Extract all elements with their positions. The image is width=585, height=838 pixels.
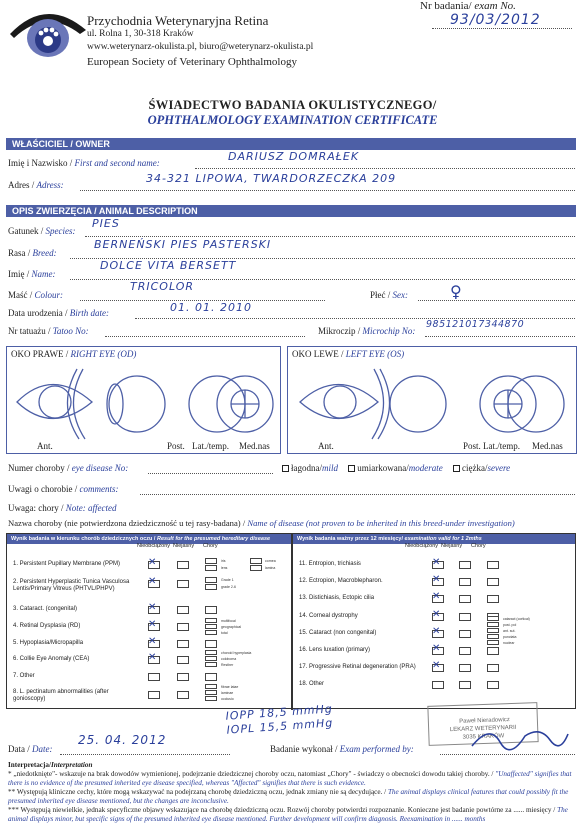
rd-multifocal-box[interactable] bbox=[205, 618, 217, 623]
cea-unclear-box[interactable] bbox=[177, 656, 189, 664]
left-lat-label: Lat./temp. bbox=[483, 441, 520, 451]
left-item-3: 3. Cataract. (congenital) bbox=[13, 606, 78, 612]
other2-unclear-box[interactable] bbox=[459, 681, 471, 689]
sub-cat-punctata: punctata bbox=[503, 635, 517, 639]
hypoplasia-affected-box[interactable] bbox=[205, 640, 217, 648]
sub-cat-antsut: ant. sut. bbox=[503, 629, 516, 633]
other-affected-box[interactable] bbox=[205, 673, 217, 681]
left-col-affected: Chory bbox=[203, 543, 218, 549]
phtvl-grade1-box[interactable] bbox=[205, 577, 217, 583]
cataract-antsut-box[interactable] bbox=[487, 628, 499, 633]
right-eye-diagram bbox=[7, 347, 282, 455]
ppm-unclear-box[interactable] bbox=[177, 561, 189, 569]
sub-cat-cortical: cataract (cortical) bbox=[503, 617, 530, 621]
sub-multifocal: multifocal bbox=[221, 619, 236, 623]
sub-fibrae: fibrae latae bbox=[221, 685, 239, 689]
right-col-unclear: Niejasny bbox=[441, 543, 463, 549]
right-item-16: 16. Lens luxation (primary) bbox=[299, 647, 371, 653]
clinic-logo bbox=[8, 4, 88, 62]
left-med-label: Med.nas bbox=[532, 441, 563, 451]
right-item-14: 14. Corneal dystrophy bbox=[299, 613, 358, 619]
severe-checkbox[interactable] bbox=[453, 465, 460, 472]
sub-rest: Resther bbox=[221, 663, 234, 667]
ppm-check-mark: ✕ bbox=[148, 557, 157, 568]
cataract-cortical-box[interactable] bbox=[487, 616, 499, 621]
corneal-unclear-box[interactable] bbox=[459, 613, 471, 621]
date-label: Data / Date: bbox=[8, 744, 53, 754]
cataract-unclear-box[interactable] bbox=[177, 606, 189, 614]
certificate-title-pl: ŚWIADECTWO BADANIA OKULISTYCZNEGO/ bbox=[148, 98, 437, 112]
pectinatum-unaffected-box[interactable] bbox=[148, 691, 160, 699]
sex-value: ♀ bbox=[450, 282, 463, 301]
birth-date-value: 01. 01. 2010 bbox=[170, 301, 252, 314]
moderate-checkbox[interactable] bbox=[348, 465, 355, 472]
disease-number-label: Numer choroby / eye disease No: bbox=[8, 463, 129, 473]
species-label: Gatunek / Species: bbox=[8, 226, 76, 236]
distichiasis-affected-box[interactable] bbox=[487, 595, 499, 603]
right-lat-label: Lat./temp. bbox=[192, 441, 229, 451]
owner-name-value: DARIUSZ DOMRAŁEK bbox=[228, 150, 360, 163]
owner-name-label: Imię i Nazwisko / First and second name: bbox=[8, 158, 160, 168]
comments-label: Uwagi o chorobie / comments: bbox=[8, 484, 119, 494]
sub-choroid: choroid hyperplasia bbox=[221, 651, 252, 655]
sub-geographical: geographical bbox=[221, 625, 242, 629]
note-affected: *** Występują niewielkie, jednak specyficzne objawy wskazujące na chorobę dziedziczną oczu. Rozwój choroby potwierdzi rozpoznanie. Konieczne jest badanie powtórne za ...... miesięcy / The animal displays minor, but specific signs of the presumed inherited eye disease mentioned. Further development will confirm diagnosis. Reexamination in ...... months bbox=[8, 806, 568, 823]
other2-affected-box[interactable] bbox=[487, 681, 499, 689]
right-table-header: Wynik badania ważny przez 12 miesięcy/ examination valid for 1 2mths bbox=[293, 534, 575, 544]
owner-address-label: Adres / Adress: bbox=[8, 180, 64, 190]
exam-performed-label: Badanie wykonał / Exam performed by: bbox=[270, 744, 414, 754]
left-eye-diagram bbox=[288, 347, 578, 455]
sub-cat-nuclear: nuclear bbox=[503, 641, 515, 645]
left-table-header: Wynik badania w kierunku chorób dziedzicznych oczu / Result for the presumed hereditary disease bbox=[7, 534, 291, 544]
ppm-cornea-box[interactable] bbox=[250, 558, 262, 564]
left-item-5: 5. Hypoplasia/Micropapilla bbox=[13, 640, 84, 646]
sub-occlusio: occlusio bbox=[221, 697, 234, 701]
cea-choroid-box[interactable] bbox=[205, 650, 217, 655]
iop-note: IOPP 18,5 mmHg IOPL 15,5 mmHg bbox=[225, 702, 334, 737]
certificate-title-en: OPHTHALMOLOGY EXAMINATION CERTIFICATE bbox=[147, 113, 438, 127]
distichiasis-check-mark: ✕ bbox=[432, 591, 441, 602]
entropion-check-mark: ✕ bbox=[432, 557, 441, 568]
left-col-unclear: Niejasny bbox=[173, 543, 195, 549]
vet-stamp: Paweł Nieradowicz LEKARZ WETERYNARII 3035 KRAKÓW bbox=[427, 702, 538, 746]
phtvl-check-mark: ✕ bbox=[148, 576, 157, 587]
rd-total-box[interactable] bbox=[205, 630, 217, 635]
ppm-iris-box[interactable] bbox=[205, 558, 217, 564]
owner-section-bar: WŁAŚCICIEL / OWNER bbox=[6, 138, 576, 150]
disease-name-label: Nazwa choroby (nie potwierdzona dziedziczność u tej rasy-badana) / Name of disease (not proven to be inherited in this breed-under investigation) bbox=[8, 518, 515, 528]
birth-date-label: Data urodzenia / Birth date: bbox=[8, 308, 109, 318]
other-unclear-box[interactable] bbox=[177, 673, 189, 681]
right-item-15: 15. Cataract (non congenital) bbox=[299, 630, 377, 636]
vet-signature bbox=[470, 724, 570, 756]
right-post-label: Post. bbox=[167, 441, 185, 451]
clinic-name: Przychodnia Weterynaryjna Retina bbox=[87, 13, 269, 28]
right-eye-panel: OKO PRAWE / RIGHT EYE (OD) Ant. Post. Lat./temp. Med.nas bbox=[6, 346, 281, 454]
right-item-13: 13. Distichiasis, Ectopic cilia bbox=[299, 595, 375, 601]
animal-name-label: Imię / Name: bbox=[8, 269, 56, 279]
sub-coloboma: coloboma bbox=[221, 657, 237, 661]
right-item-17: 17. Progressive Retinal degeneration (PRA) bbox=[299, 664, 416, 670]
clinic-web: www.weterynarz-okulista.pl, biuro@weterynarz-okulista.pl bbox=[87, 42, 314, 52]
luxation-check-mark: ✕ bbox=[432, 643, 441, 654]
pra-unclear-box[interactable] bbox=[459, 664, 471, 672]
exam-number-value: 93/03/2012 bbox=[450, 12, 541, 28]
pectinatum-fibrae-box[interactable] bbox=[205, 684, 217, 689]
sub-total: total bbox=[221, 631, 228, 635]
left-item-1: 1. Persistent Pupillary Membrane (PPM) bbox=[13, 561, 121, 567]
phtvl-grade26-box[interactable] bbox=[205, 584, 217, 590]
microchip-value: 985121017344870 bbox=[426, 319, 525, 330]
breed-label: Rasa / Breed: bbox=[8, 248, 57, 258]
society-name: European Society of Veterinary Ophthalmology bbox=[87, 56, 297, 68]
cataract-nc-check-mark: ✕ bbox=[432, 626, 441, 637]
cea-check-mark: ✕ bbox=[148, 652, 157, 663]
right-ant-label: Ant. bbox=[37, 441, 53, 451]
note-unaffected: * „niedotknięte"- wskazuje na brak dowodów wymienionej, podejrzanie dziedzicznej choroby oczu, natomiast „Chory" - świadczy o obecności dowodu takiej choroby. / "Unaffected" signifies that there is no evidence of the presumed inherited eye disease specified, whereas "Affected" signifies that there is such evidence. bbox=[8, 770, 572, 787]
other-unaffected-box[interactable] bbox=[148, 673, 160, 681]
interpretation-block bbox=[8, 761, 578, 824]
mild-checkbox[interactable] bbox=[282, 465, 289, 472]
left-post-label: Post. bbox=[463, 441, 481, 451]
left-item-7: 7. Other bbox=[13, 673, 35, 679]
pectinatum-occlusio-box[interactable] bbox=[205, 696, 217, 701]
phtvl-unclear-box[interactable] bbox=[177, 580, 189, 588]
ectropion-check-mark: ✕ bbox=[432, 574, 441, 585]
entropion-affected-box[interactable] bbox=[487, 561, 499, 569]
left-item-2: 2. Persistent Hyperplastic Tunica Vasculosa Lentis/Primary Vitreus (PHTVL/PHPV) bbox=[13, 579, 130, 592]
ppm-lamina-box[interactable] bbox=[250, 565, 262, 571]
pectinatum-unclear-box[interactable] bbox=[177, 691, 189, 699]
exam-number-label: Nr badania/ exam No. bbox=[420, 0, 516, 12]
pra-affected-box[interactable] bbox=[487, 664, 499, 672]
cataract-affected-box[interactable] bbox=[205, 606, 217, 614]
colour-label: Maść / Colour: bbox=[8, 290, 64, 300]
luxation-affected-box[interactable] bbox=[487, 647, 499, 655]
right-med-label: Med.nas bbox=[239, 441, 270, 451]
clinic-address: ul. Rolna 1, 30-318 Kraków bbox=[87, 29, 194, 39]
date-value: 25. 04. 2012 bbox=[78, 733, 167, 747]
right-item-12: 12. Ectropion, Macroblepharon. bbox=[299, 578, 383, 584]
distichiasis-unclear-box[interactable] bbox=[459, 595, 471, 603]
sub-grade1: Grade 1 bbox=[221, 578, 234, 582]
tattoo-label: Nr tatuażu / Tatoo No: bbox=[8, 326, 89, 336]
rd-geographical-box[interactable] bbox=[205, 624, 217, 629]
animal-name-value: DOLCE VITA BERSETT bbox=[100, 259, 237, 272]
right-item-11: 11. Entropion, trichiasis bbox=[299, 561, 361, 567]
rd-unclear-box[interactable] bbox=[177, 623, 189, 631]
interpretation-heading: Interpretacja/Interpretation bbox=[8, 761, 93, 769]
sub-grade26: grade 2-6 bbox=[221, 585, 236, 589]
pectinatum-laminae-box[interactable] bbox=[205, 690, 217, 695]
ectropion-unclear-box[interactable] bbox=[459, 578, 471, 586]
animal-section-bar: OPIS ZWIERZĘCIA / ANIMAL DESCRIPTION bbox=[6, 205, 576, 217]
species-value: PIES bbox=[92, 217, 120, 230]
cataract-nuclear-box[interactable] bbox=[487, 640, 499, 645]
owner-address-value: 34-321 LIPOWA, TWARDORZECZKA 209 bbox=[146, 172, 397, 185]
left-item-4: 4. Retinal Dysplasia (RD) bbox=[13, 623, 81, 629]
ectropion-affected-box[interactable] bbox=[487, 578, 499, 586]
corneal-check-mark: ✕ bbox=[432, 609, 441, 620]
right-item-18: 18. Other bbox=[299, 681, 325, 687]
sex-label: Płeć / Sex: bbox=[370, 290, 408, 300]
right-col-unaffected: Nieobciążony bbox=[405, 543, 439, 549]
hypoplasia-check-mark: ✕ bbox=[148, 636, 157, 647]
left-col-unaffected: Nieobciążony bbox=[137, 543, 171, 549]
sub-lamina: lamina bbox=[265, 566, 276, 570]
sub-cat-postpol: post. pol bbox=[503, 623, 517, 627]
cataract-postpol-box[interactable] bbox=[487, 622, 499, 627]
rd-check-mark: ✕ bbox=[148, 619, 157, 630]
left-item-8: 8. L. pectinatum abnormalities (after gonioscopy) bbox=[13, 689, 109, 702]
left-eye-panel: OKO LEWE / LEFT EYE (OS) Ant. Post. Lat./temp. Med.nas bbox=[287, 346, 577, 454]
left-item-6: 6. Collie Eye Anomaly (CEA) bbox=[13, 656, 90, 662]
left-ant-label: Ant. bbox=[318, 441, 334, 451]
cataract-punctata-box[interactable] bbox=[487, 634, 499, 639]
hypoplasia-unclear-box[interactable] bbox=[177, 640, 189, 648]
other2-unaffected-box[interactable] bbox=[432, 681, 444, 689]
cea-coloboma-box[interactable] bbox=[205, 656, 217, 661]
sub-cornea: cornea bbox=[265, 559, 276, 563]
sub-lens: lens bbox=[221, 566, 228, 570]
sub-laminae: laminae bbox=[221, 691, 234, 695]
microchip-label: Mikroczip / Microchip No: bbox=[318, 326, 416, 336]
cataract-nc-unclear-box[interactable] bbox=[459, 630, 471, 638]
results-table bbox=[6, 533, 576, 709]
sub-iris: iris bbox=[221, 559, 226, 563]
breed-value: BERNEŃSKI PIES PASTERSKI bbox=[94, 238, 272, 251]
severity-options: łagodna/mild umiarkowana/moderate ciężka/severe bbox=[280, 463, 510, 473]
affected-label: Uwaga: chory / Note: affected bbox=[8, 503, 117, 513]
luxation-unclear-box[interactable] bbox=[459, 647, 471, 655]
cataract-check-mark: ✕ bbox=[148, 602, 157, 613]
pra-check-mark: ✕ bbox=[432, 660, 441, 671]
cea-rest-box[interactable] bbox=[205, 662, 217, 667]
ppm-lens-box[interactable] bbox=[205, 565, 217, 571]
colour-value: TRICOLOR bbox=[130, 280, 195, 293]
entropion-unclear-box[interactable] bbox=[459, 561, 471, 569]
right-col-affected: Chory bbox=[471, 543, 486, 549]
note-unclear: ** Występują kliniczne cechy, które mogą wskazywać na podejrzaną chorobę dziedziczną oczu, jednak zmiany nie są decydujące. / The animal displays clinical features that could possibly fit the presumed inherited eye disease mentioned, but the changes are inconclusive. bbox=[8, 788, 569, 805]
